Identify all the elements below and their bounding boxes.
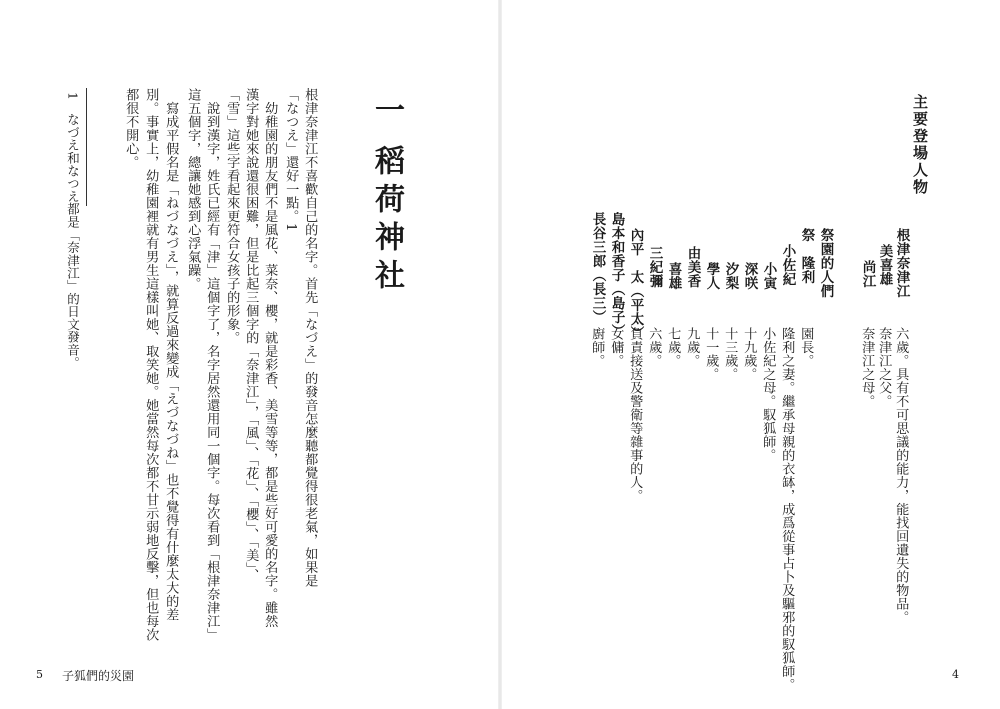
- cast-description: 十九歲。: [741, 327, 757, 381]
- cast-description: 六歲。具有不可思議的能力，能找回遺失的物品。: [893, 327, 909, 624]
- cast-description: 女傭。: [608, 327, 624, 368]
- footnote-rule: [86, 88, 87, 206]
- cast-group-heading: 祭園的人們: [817, 228, 834, 298]
- cast-description: 廚師。: [589, 327, 605, 368]
- body-paragraph: 寫成平假名是「ねづなづえ」，就算反過來變成「えづなづね」也不覺得有什麼太大的差: [163, 88, 179, 622]
- chapter-number: 一: [369, 94, 404, 124]
- cast-name: 根津奈津江: [893, 228, 910, 298]
- chapter-title: 稻荷神社: [369, 145, 404, 297]
- page-number-left: 5: [36, 668, 43, 681]
- body-paragraph: 「雪」這些字看起來更符合女孩子的形象。: [224, 88, 240, 345]
- cast-name: 汐梨: [722, 262, 739, 290]
- page-gutter: [498, 0, 502, 709]
- body-paragraph: 都很不開心。: [123, 88, 139, 169]
- cast-name: 長谷三郎（長三）: [589, 212, 606, 324]
- cast-description: 七歲。: [665, 327, 681, 368]
- page-number-right: 4: [952, 668, 959, 681]
- cast-description: 奈津江之母。: [859, 327, 875, 408]
- body-paragraph: 幼稚園的朋友們不是風花、菜奈、櫻，就是彩香、美雪等等，都是些好可愛的名字。雖然: [262, 88, 278, 628]
- cast-name: 小佐紀: [779, 244, 796, 286]
- cast-name: 學人: [703, 262, 720, 290]
- cast-description: 奈津江之父。: [876, 327, 892, 408]
- cast-name: 小寅: [760, 262, 777, 290]
- cast-name: 喜雄: [665, 262, 682, 290]
- cast-heading: 主要登場人物: [911, 94, 929, 196]
- footnote: 1 なづえ和なつえ都是「奈津江」的日文發音。: [65, 92, 81, 370]
- body-paragraph: 漢字對她來說還很困難，但是比起三個字的「奈津江」，「風」、「花」、「櫻」、「美」、: [243, 88, 259, 583]
- cast-description: 六歲。: [646, 327, 662, 368]
- cast-name: 島本和香子（島子）: [608, 212, 625, 338]
- cast-name: 由美香: [684, 246, 701, 288]
- cast-name: 深咲: [741, 262, 758, 290]
- running-title: 子狐們的災園: [62, 669, 135, 683]
- cast-name: 內平 太（平太）: [627, 228, 644, 340]
- body-paragraph: 說到漢字，姓氏已經有「津」這個字了，名字居然還用同一個字。每次看到「根津奈津江」: [204, 88, 220, 642]
- cast-name: 尚江: [859, 260, 876, 288]
- cast-name: 美喜雄: [876, 244, 893, 286]
- cast-name: 三紀彌: [646, 246, 663, 288]
- cast-description: 負責接送及警衛等雜事的人。: [627, 327, 643, 503]
- cast-description: 九歲。: [684, 327, 700, 368]
- body-paragraph: 這五個字，總讓她感到心浮氣躁。: [185, 88, 201, 291]
- cast-name: 祭 隆利: [798, 228, 815, 284]
- body-paragraph: 別。事實上，幼稚園裡就有男生這樣叫她、取笑她。她當然每次都不甘示弱地反擊，但也每次: [143, 88, 159, 642]
- body-paragraph: 根津奈津江不喜歡自己的名字。首先「なづえ」的發音怎麼聽都覺得很老氣，如果是: [302, 88, 318, 588]
- cast-description: 隆利之妻。繼承母親的衣缽，成爲從事占卜及驅邪的馭狐師。: [779, 327, 795, 692]
- cast-description: 小佐紀之母。馭狐師。: [760, 327, 776, 462]
- cast-description: 園長。: [798, 327, 814, 368]
- cast-description: 十三歲。: [722, 327, 738, 381]
- body-paragraph: 「なつえ」還好一點。1: [283, 88, 299, 232]
- cast-description: 十一歲。: [703, 327, 719, 381]
